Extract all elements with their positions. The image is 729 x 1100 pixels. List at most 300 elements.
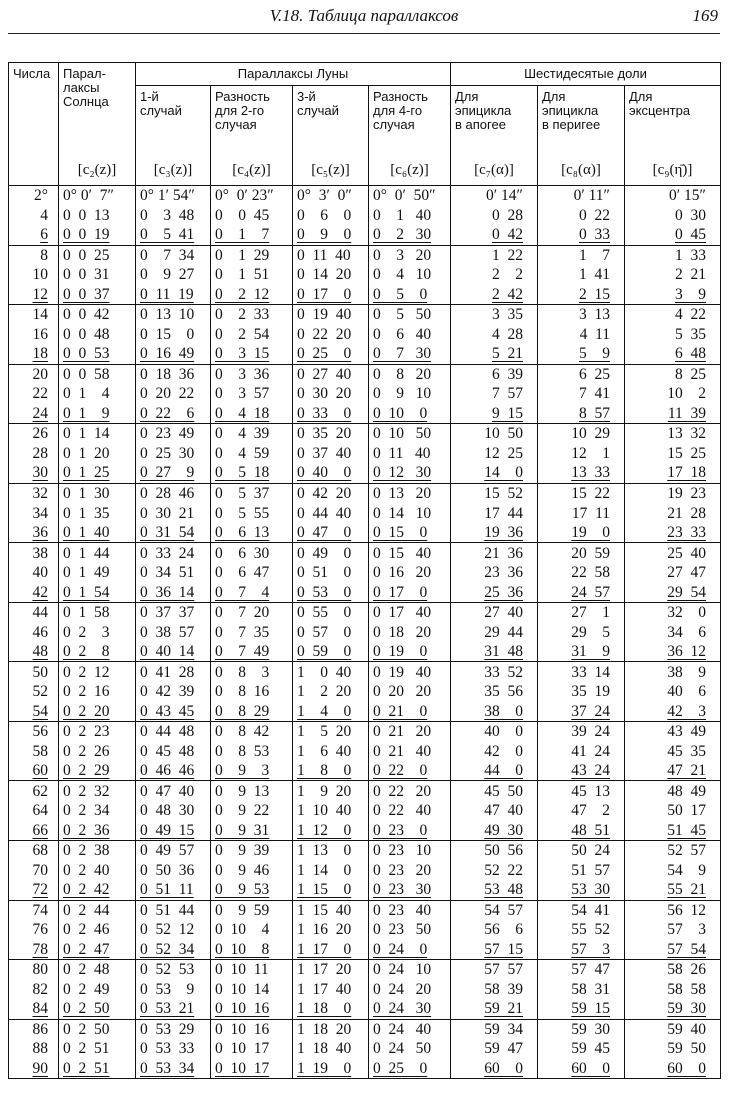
cell-value: 13 33 <box>571 464 610 482</box>
cell-case-1 <box>136 225 211 245</box>
cell-epicycle-perigee <box>538 622 625 642</box>
cell-case-1 <box>136 325 211 345</box>
cell-diff-case-2 <box>211 682 293 702</box>
cell-value: 0 3 57 <box>215 385 270 403</box>
cell-value: 0 22 40 <box>373 802 432 820</box>
col-header-diff-case-2 <box>211 86 293 186</box>
cell-value: 59 50 <box>667 1040 707 1058</box>
cell-epicycle-perigee <box>538 265 625 285</box>
cell-case-1 <box>136 701 211 721</box>
cell-epicycle-perigee <box>538 444 625 464</box>
cell-case-3 <box>293 344 369 364</box>
cell-value: 0 2 12 <box>215 285 270 303</box>
col-header-epicycle-perigee <box>538 86 625 186</box>
cell-case-3 <box>293 404 369 424</box>
table-row <box>9 980 721 1000</box>
cell-diff-case-4 <box>369 305 451 325</box>
col-symbol: [c₆(z)] <box>390 162 429 178</box>
table-row <box>9 503 721 523</box>
table-row <box>9 424 721 444</box>
cell-value: 50 56 <box>484 842 523 860</box>
cell-value: 12 1 <box>571 444 610 462</box>
group-header-sexagesimal: Шестидесятые доли <box>451 63 721 86</box>
table-row <box>9 325 721 345</box>
cell-eccentric <box>625 960 721 980</box>
cell-numbers <box>9 563 59 583</box>
cell-case-1 <box>136 781 211 801</box>
col-header-case-3 <box>293 86 369 186</box>
col-header-label: Числа <box>13 66 51 81</box>
cell-value: 0 31 54 <box>140 524 195 542</box>
cell-case-1 <box>136 582 211 602</box>
table-row <box>9 344 721 364</box>
cell-value: 0 0 45 <box>215 206 270 224</box>
cell-sun-parallax <box>59 880 136 900</box>
cell-value: 0 37 37 <box>140 604 195 622</box>
cell-value: 15 25 <box>667 444 707 462</box>
cell-value: 27 40 <box>484 604 523 622</box>
cell-case-1 <box>136 900 211 920</box>
cell-value: 17 18 <box>667 464 707 482</box>
cell-case-3 <box>293 721 369 741</box>
cell-epicycle-apogee <box>451 344 538 364</box>
cell-sun-parallax <box>59 701 136 721</box>
cell-epicycle-perigee <box>538 781 625 801</box>
cell-value: 8 <box>40 246 48 264</box>
cell-value: 0 25 0 <box>297 345 352 363</box>
cell-value: 49 30 <box>484 821 523 839</box>
cell-sun-parallax <box>59 960 136 980</box>
cell-eccentric <box>625 999 721 1019</box>
cell-value: 0 52 34 <box>140 940 195 958</box>
cell-value: 0 53 9 <box>140 980 195 998</box>
cell-value: 0 42 39 <box>140 683 195 701</box>
cell-eccentric <box>625 682 721 702</box>
cell-value: 0 7 20 <box>215 604 270 622</box>
cell-numbers <box>9 841 59 861</box>
cell-value: 0° 0′ 50″ <box>373 187 436 205</box>
cell-value: 0 9 59 <box>215 901 270 919</box>
cell-epicycle-perigee <box>538 841 625 861</box>
cell-case-1 <box>136 206 211 226</box>
cell-value: 8 57 <box>579 404 610 422</box>
cell-epicycle-perigee <box>538 662 625 682</box>
cell-epicycle-perigee <box>538 861 625 881</box>
cell-case-1 <box>136 305 211 325</box>
cell-value: 33 52 <box>484 663 523 681</box>
cell-numbers <box>9 424 59 444</box>
cell-value: 0 14 10 <box>373 504 432 522</box>
cell-value: 59 21 <box>484 1000 523 1018</box>
cell-sun-parallax <box>59 662 136 682</box>
cell-sun-parallax <box>59 841 136 861</box>
table-row <box>9 622 721 642</box>
cell-value: 58 <box>32 742 48 760</box>
cell-epicycle-perigee <box>538 523 625 543</box>
table-body <box>9 186 721 1079</box>
cell-epicycle-perigee <box>538 1059 625 1079</box>
cell-value: 0 4 39 <box>215 425 270 443</box>
cell-value: 44 0 <box>484 762 523 780</box>
cell-value: 5 21 <box>492 345 523 363</box>
cell-value: 76 <box>32 921 48 939</box>
cell-eccentric <box>625 701 721 721</box>
cell-eccentric <box>625 463 721 483</box>
cell-value: 14 0 <box>484 464 523 482</box>
cell-eccentric <box>625 483 721 503</box>
cell-numbers <box>9 741 59 761</box>
col-symbol: [c₈(α)] <box>561 162 601 178</box>
cell-numbers <box>9 900 59 920</box>
cell-epicycle-apogee <box>451 940 538 960</box>
cell-value: 0 19 40 <box>373 663 432 681</box>
cell-case-3 <box>293 582 369 602</box>
cell-epicycle-apogee <box>451 444 538 464</box>
cell-eccentric <box>625 225 721 245</box>
running-title: V.18. Таблица параллаксов <box>269 6 459 25</box>
cell-epicycle-apogee <box>451 741 538 761</box>
cell-value: 82 <box>32 980 48 998</box>
cell-value: 0 51 11 <box>140 881 194 899</box>
cell-value: 74 <box>32 901 48 919</box>
cell-value: 38 9 <box>667 663 707 681</box>
cell-numbers <box>9 801 59 821</box>
cell-diff-case-4 <box>369 960 451 980</box>
cell-value: 1 2 20 <box>297 683 352 701</box>
cell-value: 0 24 40 <box>373 1020 432 1038</box>
cell-epicycle-apogee <box>451 225 538 245</box>
cell-epicycle-apogee <box>451 880 538 900</box>
cell-value: 0 1 40 <box>373 206 432 224</box>
cell-epicycle-perigee <box>538 463 625 483</box>
cell-epicycle-perigee <box>538 186 625 206</box>
cell-epicycle-apogee <box>451 543 538 563</box>
cell-value: 86 <box>32 1020 48 1038</box>
cell-value: 0 48 30 <box>140 802 195 820</box>
cell-case-1 <box>136 424 211 444</box>
cell-value: 1 41 <box>579 266 610 284</box>
cell-value: 0 23 40 <box>373 901 432 919</box>
cell-value: 1 18 40 <box>297 1040 352 1058</box>
cell-value: 42 <box>32 583 48 601</box>
cell-value: 10 2 <box>667 385 707 403</box>
cell-value: 0 10 11 <box>215 961 269 979</box>
cell-value: 0 17 40 <box>373 604 432 622</box>
cell-value: 0 2 38 <box>63 842 110 860</box>
cell-value: 6 39 <box>492 365 523 383</box>
cell-eccentric <box>625 622 721 642</box>
cell-diff-case-2 <box>211 463 293 483</box>
cell-value: 17 44 <box>484 504 523 522</box>
cell-value: 0 1 51 <box>215 266 270 284</box>
cell-value: 0 6 47 <box>215 564 270 582</box>
col-header-label: Разность для 2-го случая <box>215 89 270 132</box>
table-row <box>9 940 721 960</box>
cell-value: 0 27 9 <box>140 464 195 482</box>
cell-sun-parallax <box>59 265 136 285</box>
cell-diff-case-4 <box>369 861 451 881</box>
cell-diff-case-2 <box>211 582 293 602</box>
cell-value: 27 47 <box>667 564 707 582</box>
cell-value: 0 36 14 <box>140 583 195 601</box>
cell-value: 31 9 <box>571 643 610 661</box>
cell-sun-parallax <box>59 186 136 206</box>
cell-value: 57 15 <box>484 940 523 958</box>
cell-epicycle-perigee <box>538 900 625 920</box>
cell-sun-parallax <box>59 682 136 702</box>
cell-value: 0′ 11″ <box>573 187 610 205</box>
cell-value: 51 45 <box>667 821 707 839</box>
cell-value: 1 15 0 <box>297 881 352 899</box>
cell-sun-parallax <box>59 721 136 741</box>
cell-value: 0 47 40 <box>140 782 195 800</box>
cell-value: 0 50 36 <box>140 861 195 879</box>
cell-value: 0 24 10 <box>373 961 432 979</box>
cell-value: 0 17 0 <box>373 583 428 601</box>
cell-value: 0′ 15″ <box>669 187 707 205</box>
table-row <box>9 186 721 206</box>
cell-value: 17 11 <box>571 504 610 522</box>
cell-value: 1 9 20 <box>297 782 352 800</box>
cell-epicycle-apogee <box>451 999 538 1019</box>
cell-value: 0 53 21 <box>140 1000 195 1018</box>
cell-sun-parallax <box>59 245 136 265</box>
cell-epicycle-perigee <box>538 424 625 444</box>
cell-sun-parallax <box>59 285 136 305</box>
cell-diff-case-4 <box>369 483 451 503</box>
cell-value: 15 22 <box>571 484 610 502</box>
table-row <box>9 999 721 1019</box>
cell-value: 47 2 <box>571 802 610 820</box>
cell-eccentric <box>625 781 721 801</box>
cell-value: 0 15 40 <box>373 544 432 562</box>
cell-diff-case-2 <box>211 662 293 682</box>
cell-value: 52 22 <box>484 861 523 879</box>
cell-value: 0 1 14 <box>63 425 110 443</box>
cell-value: 0 42 20 <box>297 484 352 502</box>
cell-value: 32 <box>32 484 48 502</box>
cell-value: 38 <box>32 544 48 562</box>
cell-value: 0 10 14 <box>215 980 270 998</box>
cell-numbers <box>9 622 59 642</box>
cell-value: 59 30 <box>571 1020 610 1038</box>
cell-value: 0° 3′ 0″ <box>297 187 352 205</box>
cell-value: 0 2 3 <box>63 623 110 641</box>
cell-case-3 <box>293 225 369 245</box>
cell-numbers <box>9 861 59 881</box>
cell-value: 88 <box>32 1040 48 1058</box>
cell-value: 0 6 13 <box>215 524 270 542</box>
cell-value: 54 9 <box>667 861 707 879</box>
cell-case-1 <box>136 1039 211 1059</box>
cell-epicycle-apogee <box>451 325 538 345</box>
cell-value: 0 10 0 <box>373 404 428 422</box>
cell-case-1 <box>136 821 211 841</box>
cell-diff-case-4 <box>369 444 451 464</box>
cell-case-1 <box>136 602 211 622</box>
cell-numbers <box>9 463 59 483</box>
cell-value: 80 <box>32 961 48 979</box>
cell-diff-case-2 <box>211 861 293 881</box>
cell-sun-parallax <box>59 444 136 464</box>
cell-value: 0 23 0 <box>373 821 428 839</box>
cell-epicycle-apogee <box>451 682 538 702</box>
cell-value: 0 8 20 <box>373 365 432 383</box>
cell-sun-parallax <box>59 801 136 821</box>
cell-epicycle-perigee <box>538 305 625 325</box>
cell-case-3 <box>293 682 369 702</box>
cell-value: 6 25 <box>579 365 610 383</box>
cell-value: 47 21 <box>667 762 707 780</box>
cell-case-3 <box>293 543 369 563</box>
cell-value: 0 4 59 <box>215 444 270 462</box>
cell-value: 0 7 49 <box>215 643 270 661</box>
cell-eccentric <box>625 602 721 622</box>
cell-epicycle-apogee <box>451 186 538 206</box>
cell-value: 0 6 30 <box>215 544 270 562</box>
cell-diff-case-2 <box>211 721 293 741</box>
cell-value: 0 24 20 <box>373 980 432 998</box>
cell-value: 0 5 18 <box>215 464 270 482</box>
cell-value: 56 <box>32 723 48 741</box>
cell-value: 3 9 <box>675 285 707 303</box>
cell-diff-case-2 <box>211 960 293 980</box>
cell-epicycle-apogee <box>451 523 538 543</box>
cell-case-3 <box>293 821 369 841</box>
cell-diff-case-2 <box>211 404 293 424</box>
cell-value: 0 1 7 <box>215 226 270 244</box>
cell-value: 0 9 13 <box>215 782 270 800</box>
cell-value: 0 9 46 <box>215 861 270 879</box>
cell-numbers <box>9 1019 59 1039</box>
cell-numbers <box>9 364 59 384</box>
cell-value: 22 <box>32 385 48 403</box>
cell-sun-parallax <box>59 344 136 364</box>
cell-value: 70 <box>32 861 48 879</box>
cell-case-1 <box>136 662 211 682</box>
cell-value: 25 40 <box>667 544 707 562</box>
table-row <box>9 563 721 583</box>
cell-case-1 <box>136 861 211 881</box>
cell-value: 0 2 29 <box>63 762 110 780</box>
page-number: 169 <box>692 6 718 25</box>
cell-case-3 <box>293 880 369 900</box>
col-header-label: 3-й случай <box>297 89 339 118</box>
cell-value: 0 24 0 <box>373 940 428 958</box>
cell-numbers <box>9 503 59 523</box>
table-row <box>9 721 721 741</box>
cell-value: 0 21 40 <box>373 742 432 760</box>
cell-diff-case-4 <box>369 1039 451 1059</box>
cell-eccentric <box>625 861 721 881</box>
cell-value: 29 44 <box>484 623 523 641</box>
cell-value: 0 5 0 <box>373 285 428 303</box>
cell-value: 0 10 8 <box>215 940 270 958</box>
cell-value: 60 0 <box>667 1059 707 1077</box>
cell-value: 57 47 <box>571 961 610 979</box>
cell-value: 0 2 26 <box>63 742 110 760</box>
table-row <box>9 285 721 305</box>
cell-epicycle-perigee <box>538 563 625 583</box>
cell-diff-case-2 <box>211 384 293 404</box>
cell-diff-case-4 <box>369 384 451 404</box>
cell-value: 0 1 58 <box>63 604 110 622</box>
cell-value: 0 47 0 <box>297 524 352 542</box>
cell-value: 0 18 36 <box>140 365 195 383</box>
cell-value: 0 33 <box>579 226 610 244</box>
cell-epicycle-perigee <box>538 225 625 245</box>
cell-value: 4 <box>40 206 48 224</box>
cell-epicycle-apogee <box>451 265 538 285</box>
cell-value: 0 1 54 <box>63 583 110 601</box>
cell-value: 0 51 0 <box>297 564 352 582</box>
cell-diff-case-2 <box>211 1039 293 1059</box>
cell-sun-parallax <box>59 206 136 226</box>
cell-case-1 <box>136 1019 211 1039</box>
cell-diff-case-4 <box>369 523 451 543</box>
cell-epicycle-apogee <box>451 781 538 801</box>
cell-value: 0 1 4 <box>63 385 110 403</box>
cell-epicycle-apogee <box>451 1019 538 1039</box>
cell-eccentric <box>625 344 721 364</box>
cell-value: 24 <box>32 404 48 422</box>
cell-value: 0 11 19 <box>140 285 194 303</box>
cell-numbers <box>9 206 59 226</box>
cell-case-3 <box>293 444 369 464</box>
cell-case-1 <box>136 384 211 404</box>
cell-epicycle-perigee <box>538 682 625 702</box>
cell-value: 11 39 <box>667 404 707 422</box>
cell-diff-case-2 <box>211 701 293 721</box>
cell-value: 0 25 30 <box>140 444 195 462</box>
cell-epicycle-perigee <box>538 741 625 761</box>
table-row <box>9 1019 721 1039</box>
cell-diff-case-4 <box>369 404 451 424</box>
cell-epicycle-apogee <box>451 980 538 1000</box>
cell-epicycle-apogee <box>451 483 538 503</box>
cell-value: 0 44 40 <box>297 504 352 522</box>
cell-eccentric <box>625 662 721 682</box>
cell-value: 0 45 48 <box>140 742 195 760</box>
table-row <box>9 206 721 226</box>
cell-diff-case-4 <box>369 642 451 662</box>
cell-eccentric <box>625 245 721 265</box>
col-symbol: [c₃(z)] <box>153 162 193 178</box>
cell-value: 1 17 20 <box>297 961 352 979</box>
cell-diff-case-2 <box>211 622 293 642</box>
cell-numbers <box>9 404 59 424</box>
cell-value: 90 <box>32 1059 48 1077</box>
cell-eccentric <box>625 325 721 345</box>
cell-value: 0 9 22 <box>215 802 270 820</box>
cell-value: 68 <box>32 842 48 860</box>
cell-epicycle-perigee <box>538 285 625 305</box>
cell-case-3 <box>293 1039 369 1059</box>
cell-case-1 <box>136 761 211 781</box>
cell-value: 5 35 <box>675 325 707 343</box>
cell-diff-case-2 <box>211 424 293 444</box>
cell-value: 14 <box>32 306 48 324</box>
cell-epicycle-perigee <box>538 880 625 900</box>
cell-sun-parallax <box>59 1059 136 1079</box>
cell-value: 48 49 <box>667 782 707 800</box>
cell-eccentric <box>625 523 721 543</box>
cell-sun-parallax <box>59 861 136 881</box>
cell-value: 0 34 51 <box>140 564 195 582</box>
cell-diff-case-4 <box>369 463 451 483</box>
cell-sun-parallax <box>59 582 136 602</box>
cell-value: 0 1 9 <box>63 404 110 422</box>
